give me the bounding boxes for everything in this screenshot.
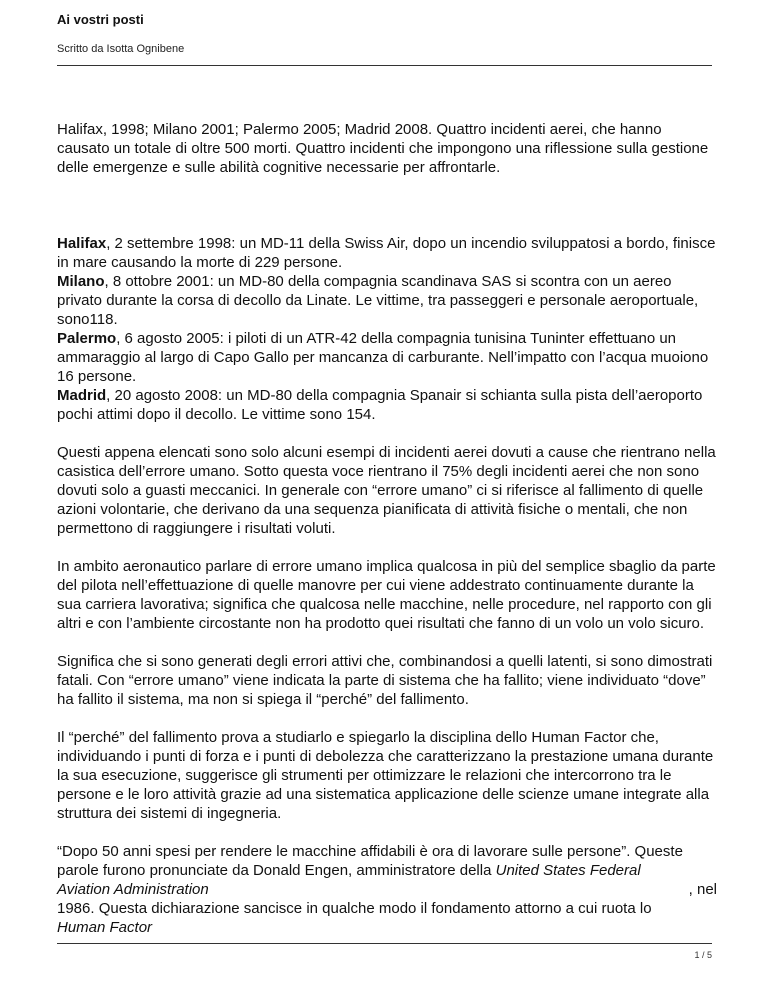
body-paragraph: In ambito aeronautico parlare di errore umano implica qualcosa in più del semplice sbaglio da parte del pilota nell’effettuazione di quelle manovre per cui viene addestrato continuamente durante la sua carriera lavorativa; significa che qualcosa nelle macchine, nelle procedure, nel rapporto con gli altri e con l’ambiente circostante non ha prodotto quei risultati che fanno di un volo un volo sicuro. (57, 558, 716, 632)
author-byline: Scritto da Isotta Ognibene (57, 43, 185, 55)
incident-list (57, 234, 717, 424)
page-number: 1 / 5 (694, 950, 712, 960)
page-footer (57, 943, 712, 960)
footer-divider (57, 943, 712, 944)
quote-after-org: , nel (688, 881, 717, 898)
quote-text: “Dopo 50 anni spesi per rendere le macchine affidabili è ora di lavorare sulle persone”. Queste parole furono pronunciate da Donald Engen, amministratore della (57, 843, 683, 879)
body-paragraph: Significa che si sono generati degli errori attivi che, combinandosi a quelli latenti, si sono dimostrati fatali. Con “errore umano” viene indicata la parte di sistema che ha fallito; viene individuato “dove” ha fallito il sistema, ma non si spiega il “perché” del fallimento. (57, 653, 713, 708)
incident-place: Halifax (57, 235, 107, 252)
quote-tail: Human Factor (57, 919, 153, 936)
incident-place: Palermo (57, 330, 117, 347)
intro-paragraph: Halifax, 1998; Milano 2001; Palermo 2005; Madrid 2008. Quattro incidenti aerei, che hanno causato un totale di oltre 500 morti. Quattro incidenti che impongono una riflessione sulla gestione delle emergenze e sulle abilità cognitive necessarie per affrontarle. (57, 121, 709, 176)
header-divider (57, 65, 712, 66)
incident-item-halifax (57, 234, 717, 272)
incident-text: , 20 agosto 2008: un MD-80 della compagnia Spanair si schianta sulla pista dell’aeroporto pochi attimi dopo il decollo. Le vittime sono 154. (57, 387, 703, 423)
body-paragraph: Questi appena elencati sono solo alcuni esempi di incidenti aerei dovuti a cause che rientrano nella casistica dell’errore umano. Sotto questa voce rientrano il 75% degli incidenti aerei che non sono dovuti solo a guasti meccanici. In generale con “errore umano” ci si riferisce al fallimento di quelle azioni volontarie, che derivano da una sequenza pianificata di attività fisiche o mentali, che non permettono di raggiungere i risultati voluti. (57, 444, 716, 537)
quote-paragraph (57, 842, 717, 937)
quote-line-3: 1986. Questa dichiarazione sancisce in qualche modo il fondamento attorno a cui ruota lo (57, 900, 652, 917)
incident-text: , 6 agosto 2005: i piloti di un ATR-42 della compagnia tunisina Tuninter effettuano un ammaraggio al largo di Capo Gallo per mancanza di carburante. Nell’impatto con l’acqua muoiono 16 persone. (57, 330, 709, 385)
quote-organization: United States Federal (495, 862, 641, 879)
incident-text: , 8 ottobre 2001: un MD-80 della compagnia scandinava SAS si scontra con un aereo privato durante la corsa di decollo da Linate. Le vittime, tra passeggeri e personale aeroportuale, sono118. (57, 273, 699, 328)
incident-place: Milano (57, 273, 105, 290)
quote-organization-cont: Aviation Administration (57, 881, 209, 898)
article-title: Ai vostri posti (57, 12, 144, 27)
incident-item-milano (57, 272, 717, 329)
article-body (57, 120, 717, 937)
incident-item-madrid (57, 386, 717, 424)
incident-item-palermo (57, 329, 717, 386)
quote-line-2 (57, 880, 717, 899)
body-paragraph: Il “perché” del fallimento prova a studiarlo e spiegarlo la disciplina dello Human Factor che, individuando i punti di forza e i punti di debolezza che caratterizzano la prestazione umana durante la sua esecuzione, suggerisce gli strumenti per ottimizzare le relazioni che intercorrono tra le persone e le loro attività grazie ad una sistematica applicazione delle scienze umane integrate alla struttura dei sistemi di ingegneria. (57, 729, 714, 822)
incident-text: , 2 settembre 1998: un MD-11 della Swiss Air, dopo un incendio sviluppatosi a bordo, finisce in mare causando la morte di 229 persone. (57, 235, 716, 271)
incident-place: Madrid (57, 387, 107, 404)
